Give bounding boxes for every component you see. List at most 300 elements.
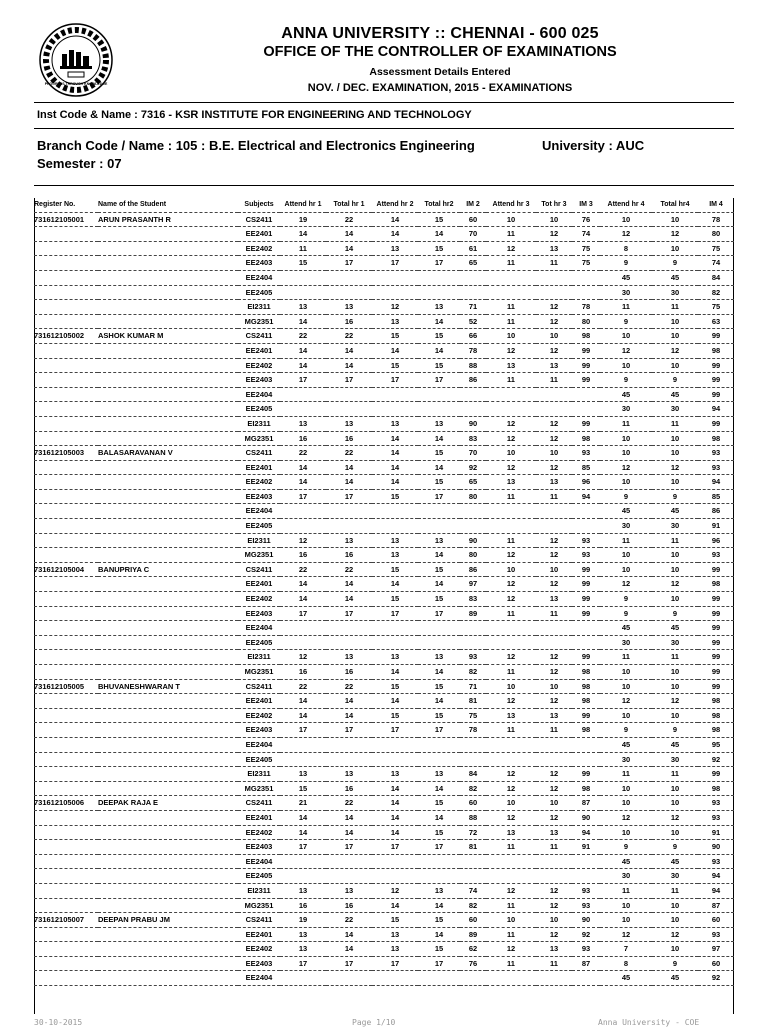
table-cell: 9 (652, 723, 698, 738)
table-cell: 14 (326, 942, 372, 957)
column-header: IM 3 (572, 198, 600, 212)
table-cell: 12 (486, 548, 536, 563)
table-cell: 11 (486, 256, 536, 271)
table-cell (536, 621, 572, 636)
table-cell (460, 854, 486, 869)
table-cell (34, 533, 98, 548)
table-cell: 30 (600, 402, 652, 417)
table-cell (98, 519, 238, 534)
table-cell (98, 402, 238, 417)
table-cell: 14 (280, 475, 326, 490)
table-row (34, 810, 734, 825)
table-cell: 12 (536, 548, 572, 563)
table-cell: EE2403 (238, 956, 280, 971)
table-cell: 70 (460, 446, 486, 461)
table-row (34, 314, 734, 329)
table-cell: 12 (600, 810, 652, 825)
table-cell: 10 (536, 562, 572, 577)
table-cell: EE2402 (238, 942, 280, 957)
table-cell (280, 869, 326, 884)
table-cell: 22 (326, 446, 372, 461)
table-row (34, 227, 734, 242)
table-cell: 14 (372, 781, 418, 796)
table-cell: 14 (372, 796, 418, 811)
table-cell: 10 (652, 825, 698, 840)
table-cell: 13 (536, 475, 572, 490)
table-cell (372, 635, 418, 650)
table-cell: 60 (460, 212, 486, 227)
table-cell (98, 694, 238, 709)
table-cell: 93 (572, 942, 600, 957)
table-cell: 14 (280, 314, 326, 329)
table-cell: 17 (280, 840, 326, 855)
table-cell: 90 (698, 840, 734, 855)
table-cell: 10 (536, 212, 572, 227)
table-row (34, 927, 734, 942)
table-cell (34, 971, 98, 986)
table-cell: 11 (486, 927, 536, 942)
table-cell: 9 (652, 489, 698, 504)
table-cell: 9 (652, 373, 698, 388)
divider (34, 185, 734, 186)
table-cell: 10 (652, 665, 698, 680)
table-cell: 15 (372, 679, 418, 694)
table-cell: 99 (572, 650, 600, 665)
table-cell: 98 (698, 723, 734, 738)
table-cell (280, 285, 326, 300)
table-cell: 10 (652, 314, 698, 329)
table-cell: 17 (418, 723, 460, 738)
table-cell: 17 (326, 606, 372, 621)
table-cell (486, 737, 536, 752)
table-cell (98, 504, 238, 519)
table-cell: 45 (600, 270, 652, 285)
table-cell: 14 (372, 227, 418, 242)
table-cell: 11 (536, 606, 572, 621)
table-cell (460, 737, 486, 752)
table-cell: 14 (418, 577, 460, 592)
table-cell: 16 (280, 431, 326, 446)
table-cell: 12 (652, 460, 698, 475)
footer-page-number: Page 1/10 (352, 1018, 396, 1027)
table-cell: EE2405 (238, 635, 280, 650)
table-cell: 13 (372, 241, 418, 256)
table-cell (536, 504, 572, 519)
table-cell (486, 635, 536, 650)
table-cell (98, 723, 238, 738)
table-cell: 93 (572, 446, 600, 461)
table-cell: 87 (698, 898, 734, 913)
table-cell: 12 (536, 533, 572, 548)
table-cell: 11 (486, 227, 536, 242)
table-cell: 92 (460, 460, 486, 475)
table-cell (98, 737, 238, 752)
table-cell (34, 606, 98, 621)
table-cell: 10 (600, 913, 652, 928)
table-cell: 17 (326, 489, 372, 504)
table-cell (98, 898, 238, 913)
table-cell: 22 (280, 329, 326, 344)
table-cell: 89 (460, 927, 486, 942)
table-cell (98, 431, 238, 446)
table-cell: 10 (652, 329, 698, 344)
table-cell: 15 (418, 913, 460, 928)
table-cell: 99 (698, 650, 734, 665)
table-cell: 11 (280, 241, 326, 256)
table-cell: EE2403 (238, 723, 280, 738)
table-cell: 12 (600, 927, 652, 942)
table-row (34, 387, 734, 402)
table-cell: 75 (572, 256, 600, 271)
table-cell: 14 (326, 343, 372, 358)
table-cell: EE2405 (238, 519, 280, 534)
table-cell: EE2401 (238, 927, 280, 942)
table-cell: 12 (486, 592, 536, 607)
table-cell: 12 (536, 460, 572, 475)
table-cell: EE2403 (238, 489, 280, 504)
table-cell (572, 504, 600, 519)
table-cell (98, 971, 238, 986)
table-cell: 99 (698, 358, 734, 373)
table-cell (280, 270, 326, 285)
table-cell (98, 577, 238, 592)
table-cell: 99 (698, 635, 734, 650)
table-cell: 14 (418, 927, 460, 942)
table-cell (418, 270, 460, 285)
table-row (34, 883, 734, 898)
table-cell: 11 (536, 840, 572, 855)
table-cell: 99 (572, 562, 600, 577)
table-cell (98, 840, 238, 855)
table-cell: 731612105006 (34, 796, 98, 811)
table-cell: 12 (280, 533, 326, 548)
table-cell (98, 489, 238, 504)
table-cell (372, 854, 418, 869)
table-cell: 13 (418, 300, 460, 315)
table-cell: 13 (372, 416, 418, 431)
table-cell: 14 (280, 708, 326, 723)
table-cell: 10 (486, 679, 536, 694)
table-row (34, 635, 734, 650)
table-cell (34, 460, 98, 475)
table-cell (34, 343, 98, 358)
table-cell (372, 869, 418, 884)
table-row (34, 723, 734, 738)
table-cell: 92 (698, 971, 734, 986)
column-header: Subjects (238, 198, 280, 212)
table-cell: 13 (486, 825, 536, 840)
table-cell: 14 (418, 548, 460, 563)
table-cell: 22 (326, 212, 372, 227)
table-cell: 9 (600, 489, 652, 504)
table-cell: 16 (280, 665, 326, 680)
table-cell: 92 (698, 752, 734, 767)
table-cell: EE2401 (238, 343, 280, 358)
table-cell (326, 737, 372, 752)
table-cell (98, 256, 238, 271)
table-cell (372, 519, 418, 534)
table-cell (372, 752, 418, 767)
table-cell: 13 (418, 767, 460, 782)
table-cell: 78 (698, 212, 734, 227)
table-cell (326, 402, 372, 417)
table-cell: 76 (572, 212, 600, 227)
table-cell: 10 (536, 446, 572, 461)
table-cell (98, 635, 238, 650)
table-cell: 15 (418, 562, 460, 577)
table-cell: 11 (600, 650, 652, 665)
table-cell: 14 (280, 694, 326, 709)
table-cell (536, 971, 572, 986)
table-cell (34, 723, 98, 738)
table-cell (326, 971, 372, 986)
table-cell: 10 (600, 781, 652, 796)
table-cell (418, 621, 460, 636)
table-cell: 98 (572, 665, 600, 680)
table-cell (34, 956, 98, 971)
table-cell (536, 752, 572, 767)
column-header: Name of the Student (98, 198, 238, 212)
table-cell: 14 (326, 460, 372, 475)
table-cell: 16 (326, 898, 372, 913)
table-cell: 52 (460, 314, 486, 329)
table-cell: 85 (572, 460, 600, 475)
table-cell (536, 635, 572, 650)
table-cell: 74 (698, 256, 734, 271)
table-cell: 99 (698, 621, 734, 636)
table-cell (34, 431, 98, 446)
table-cell: 78 (460, 723, 486, 738)
table-cell: EE2402 (238, 358, 280, 373)
table-cell (418, 737, 460, 752)
table-cell: BHUVANESHWARAN T (98, 679, 238, 694)
table-cell: 30 (600, 752, 652, 767)
table-cell: 93 (460, 650, 486, 665)
table-cell: 86 (460, 562, 486, 577)
table-cell: 45 (600, 621, 652, 636)
table-cell: 13 (372, 767, 418, 782)
table-cell: 71 (460, 679, 486, 694)
table-cell: 12 (536, 694, 572, 709)
table-row (34, 767, 734, 782)
table-row (34, 431, 734, 446)
table-cell: 11 (652, 416, 698, 431)
table-cell: EE2405 (238, 402, 280, 417)
table-cell: 8 (600, 956, 652, 971)
table-cell: 16 (326, 781, 372, 796)
table-cell (486, 854, 536, 869)
table-cell: 11 (600, 533, 652, 548)
table-cell: 12 (486, 241, 536, 256)
table-cell: 83 (460, 431, 486, 446)
table-cell: 10 (486, 446, 536, 461)
table-cell: 60 (698, 956, 734, 971)
table-cell: EE2401 (238, 460, 280, 475)
table-cell (536, 519, 572, 534)
table-cell: 98 (572, 694, 600, 709)
table-cell: 731612105007 (34, 913, 98, 928)
table-cell: EE2404 (238, 387, 280, 402)
table-cell (98, 869, 238, 884)
table-cell (98, 665, 238, 680)
table-cell: 10 (600, 708, 652, 723)
table-cell (326, 387, 372, 402)
table-cell: EE2401 (238, 810, 280, 825)
table-cell: 9 (600, 723, 652, 738)
table-cell: 15 (418, 212, 460, 227)
table-cell: EI2311 (238, 416, 280, 431)
table-row (34, 270, 734, 285)
table-cell (572, 285, 600, 300)
table-cell: 12 (652, 227, 698, 242)
table-row (34, 971, 734, 986)
table-row (34, 562, 734, 577)
table-cell: CS2411 (238, 446, 280, 461)
table-cell (98, 942, 238, 957)
table-cell: 90 (460, 416, 486, 431)
table-cell: 14 (418, 781, 460, 796)
table-cell: 17 (280, 723, 326, 738)
table-cell (98, 300, 238, 315)
table-cell: 14 (280, 343, 326, 358)
table-cell (418, 869, 460, 884)
table-cell: 94 (572, 489, 600, 504)
table-cell: 14 (280, 825, 326, 840)
table-row (34, 577, 734, 592)
table-cell (326, 504, 372, 519)
logo-caption: PROGRESS THROUGH KNOWLEDGE (44, 82, 108, 86)
table-cell: 13 (486, 475, 536, 490)
table-cell: 10 (652, 446, 698, 461)
table-cell: 75 (698, 241, 734, 256)
table-cell: 86 (698, 504, 734, 519)
table-cell: 9 (600, 606, 652, 621)
table-cell (572, 869, 600, 884)
table-row (34, 621, 734, 636)
table-cell: 15 (372, 913, 418, 928)
table-cell: 95 (698, 737, 734, 752)
table-cell: 98 (698, 694, 734, 709)
table-cell (536, 285, 572, 300)
table-cell: 97 (698, 942, 734, 957)
table-cell: 12 (536, 883, 572, 898)
table-cell: 11 (536, 256, 572, 271)
table-cell (98, 343, 238, 358)
table-row (34, 737, 734, 752)
table-cell (98, 475, 238, 490)
table-cell: 30 (652, 519, 698, 534)
table-cell: 15 (418, 825, 460, 840)
table-cell: 78 (572, 300, 600, 315)
table-cell (572, 270, 600, 285)
table-cell: 15 (280, 781, 326, 796)
table-cell (34, 883, 98, 898)
table-cell: 10 (652, 212, 698, 227)
table-cell (98, 621, 238, 636)
table-cell: 99 (698, 665, 734, 680)
table-cell: 13 (280, 416, 326, 431)
office-title: OFFICE OF THE CONTROLLER OF EXAMINATIONS (263, 44, 617, 60)
institution-line: Inst Code & Name : 7316 - KSR INSTITUTE FOR ENGINEERING AND TECHNOLOGY (37, 109, 472, 121)
table-cell: 22 (326, 679, 372, 694)
table-cell (418, 519, 460, 534)
table-cell (280, 387, 326, 402)
table-cell: 11 (600, 416, 652, 431)
table-cell: 80 (572, 314, 600, 329)
table-cell: 14 (280, 810, 326, 825)
table-cell: ARUN PRASANTH R (98, 212, 238, 227)
table-cell (460, 504, 486, 519)
table-cell: 17 (326, 840, 372, 855)
table-cell: 14 (418, 898, 460, 913)
table-cell: 17 (280, 373, 326, 388)
table-cell: 9 (600, 840, 652, 855)
table-cell (34, 592, 98, 607)
table-cell: 10 (652, 241, 698, 256)
table-cell: 11 (486, 898, 536, 913)
table-cell: CS2411 (238, 329, 280, 344)
table-row (34, 840, 734, 855)
table-cell (572, 752, 600, 767)
table-cell: 11 (536, 373, 572, 388)
table-cell: 14 (326, 475, 372, 490)
table-cell: 78 (460, 343, 486, 358)
table-cell: 14 (280, 577, 326, 592)
table-row (34, 665, 734, 680)
table-cell (34, 665, 98, 680)
table-cell: 14 (418, 694, 460, 709)
table-cell: 14 (372, 694, 418, 709)
table-cell: 15 (418, 329, 460, 344)
table-cell: 80 (460, 489, 486, 504)
table-cell: 10 (652, 913, 698, 928)
table-cell: 8 (600, 241, 652, 256)
table-cell: 13 (486, 708, 536, 723)
table-cell: 13 (418, 883, 460, 898)
table-cell: 99 (698, 387, 734, 402)
table-cell: 98 (698, 781, 734, 796)
table-cell: 11 (486, 956, 536, 971)
table-cell: 91 (698, 825, 734, 840)
table-cell (486, 621, 536, 636)
table-cell: 17 (326, 956, 372, 971)
table-cell: 91 (698, 519, 734, 534)
table-cell (536, 270, 572, 285)
table-cell: 14 (280, 592, 326, 607)
assessment-table (34, 198, 734, 986)
table-cell: EE2401 (238, 577, 280, 592)
table-row (34, 942, 734, 957)
table-cell: 10 (600, 548, 652, 563)
table-cell: 94 (572, 825, 600, 840)
table-cell: 11 (536, 723, 572, 738)
table-cell: 12 (486, 460, 536, 475)
table-row (34, 285, 734, 300)
table-cell: 97 (460, 577, 486, 592)
table-cell: 17 (326, 723, 372, 738)
table-cell: 15 (372, 708, 418, 723)
table-cell (418, 402, 460, 417)
table-cell: 99 (698, 679, 734, 694)
table-cell: 12 (652, 577, 698, 592)
footer-source: Anna University - COE (598, 1018, 700, 1027)
table-cell (34, 927, 98, 942)
table-cell: 17 (418, 956, 460, 971)
table-cell (34, 635, 98, 650)
table-cell (98, 592, 238, 607)
table-cell (486, 869, 536, 884)
table-cell: 11 (486, 373, 536, 388)
